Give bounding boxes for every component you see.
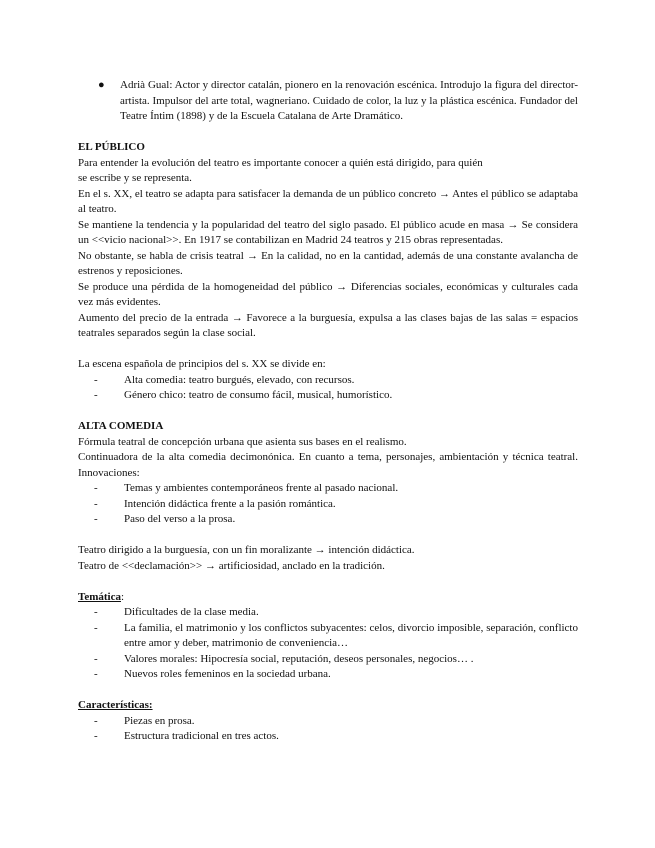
innovaciones-list bbox=[78, 481, 578, 528]
publico-paragraph-3: Se mantiene la tendencia y la popularidad del teatro del siglo pasado. El público acude en masa → Se considera un <<vicio nacional>>. En 1917 se contabilizan en Madrid 24 teatros y 215 obras representadas. bbox=[78, 218, 578, 246]
list-item: - Valores morales: Hipocresía social, reputación, deseos personales, negocios… . bbox=[94, 652, 578, 668]
dash-icon: - bbox=[94, 389, 98, 401]
escena-list bbox=[78, 373, 578, 404]
list-item: - Estructura tradicional en tres actos. bbox=[94, 729, 578, 745]
dash-icon: - bbox=[94, 606, 98, 618]
publico-paragraph-5: Se produce una pérdida de la homogeneidad del público → Diferencias sociales, económicas y culturales cada vez más evidentes. bbox=[78, 280, 578, 308]
list-item: - Género chico: teatro de consumo fácil, musical, humorístico. bbox=[94, 388, 578, 404]
caracteristicas-heading: Características: bbox=[78, 699, 153, 711]
list-item: - Nuevos roles femeninos en la sociedad urbana. bbox=[94, 667, 578, 683]
list-item: - Piezas en prosa. bbox=[94, 714, 578, 730]
list-item: - La familia, el matrimonio y los conflictos subyacentes: celos, divorcio imposible, separación, conflicto entre amor y deber, matrimonio de conveniencia… bbox=[94, 621, 578, 652]
publico-paragraph-4: No obstante, se habla de crisis teatral → En la calidad, no en la cantidad, además de una constante avalancha de estrenos y reposiciones. bbox=[78, 249, 578, 277]
publico-line1: Para entender la evolución del teatro es importante conocer a quién está dirigido, para quién bbox=[78, 156, 483, 169]
publico-paragraph-6: Aumento del precio de la entrada → Favorece a la burguesía, expulsa a las clases bajas de las salas = espacios teatrales separados según la clase social. bbox=[78, 311, 578, 339]
alta-comedia-paragraph-3: Teatro dirigido a la burguesía, con un fin moralizante → intención didáctica. bbox=[78, 544, 415, 556]
tematica-heading-line bbox=[78, 590, 578, 606]
bullet-icon: ● bbox=[98, 79, 105, 91]
dash-icon: - bbox=[94, 513, 98, 525]
alta-comedia-paragraph-2: Continuadora de la alta comedia decimonónica. En cuanto a tema, personajes, ambientación y técnica teatral. Innovaciones: bbox=[78, 451, 578, 479]
list-item: - Dificultades de la clase media. bbox=[94, 605, 578, 621]
dash-icon: - bbox=[94, 714, 98, 727]
publico-heading: EL PÚBLICO bbox=[78, 141, 145, 153]
dash-icon: - bbox=[94, 497, 98, 510]
tematica-colon: : bbox=[120, 590, 125, 603]
list-item: - Intención didáctica frente a la pasión romántica. bbox=[94, 497, 578, 513]
list-item: - Paso del verso a la prosa. bbox=[94, 512, 578, 528]
tematica-list bbox=[78, 605, 578, 683]
dash-icon: - bbox=[94, 482, 98, 494]
escena-intro: La escena española de principios del s. XX se divide en: bbox=[78, 358, 326, 370]
dash-icon: - bbox=[94, 652, 98, 665]
tematica-heading: Temática bbox=[78, 590, 121, 603]
publico-line2: se escribe y se representa. bbox=[78, 172, 192, 184]
caracteristicas-list bbox=[78, 714, 578, 745]
dash-icon: - bbox=[94, 373, 98, 386]
intro-bullet-text: Adrià Gual: Actor y director catalán, pionero en la renovación escénica. Introdujo la figura del director-artista. Impulsor del arte total, wagneriano. Cuidado de color, la luz y la plástica escénica. Fundador del Teatre Íntim (1898) y de la Escuela Catalana de Arte Dramático. bbox=[120, 79, 578, 122]
caracteristicas-heading-line bbox=[78, 698, 578, 714]
alta-comedia-heading: ALTA COMEDIA bbox=[78, 420, 164, 432]
dash-icon: - bbox=[94, 730, 98, 742]
list-item: - Temas y ambientes contemporáneos frente al pasado nacional. bbox=[94, 481, 578, 497]
intro-bullet bbox=[98, 78, 578, 125]
dash-icon: - bbox=[94, 621, 98, 634]
alta-comedia-paragraph-4: Teatro de <<declamación>> → artificiosidad, anclado en la tradición. bbox=[78, 559, 385, 572]
publico-paragraph-2: En el s. XX, el teatro se adapta para satisfacer la demanda de un público concreto → Antes el público se adaptaba al teatro. bbox=[78, 187, 579, 215]
dash-icon: - bbox=[94, 668, 98, 680]
list-item: - Alta comedia: teatro burgués, elevado, con recursos. bbox=[94, 373, 578, 389]
alta-comedia-paragraph-1: Fórmula teatral de concepción urbana que asienta sus bases en el realismo. bbox=[78, 435, 407, 448]
document-page bbox=[78, 78, 578, 745]
